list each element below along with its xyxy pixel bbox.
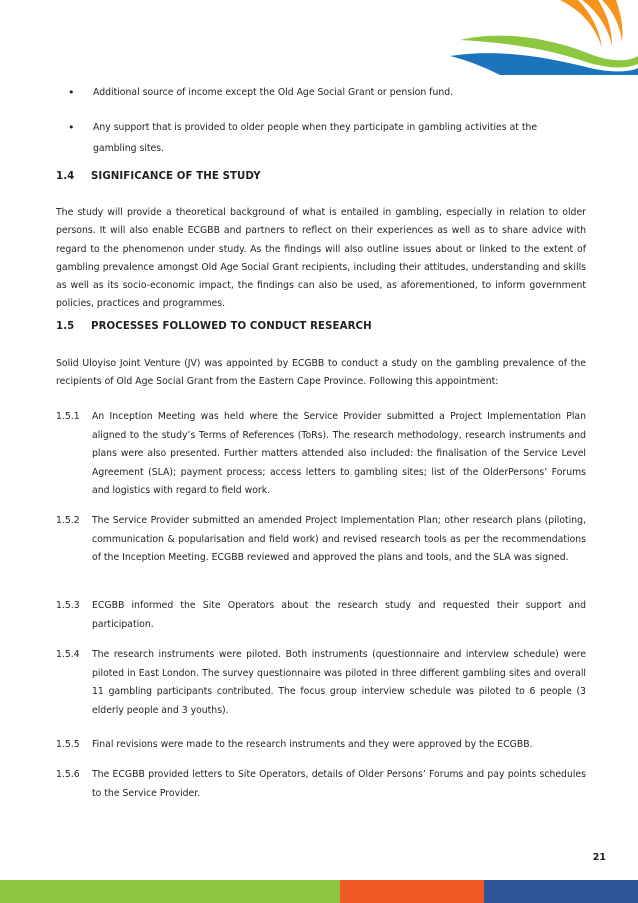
item-text: The ECGBB provided letters to Site Operators, details of Older Persons’ Forums and pay points schedules to the Service Provider. bbox=[92, 769, 586, 799]
item-number: 1.5.3 bbox=[56, 600, 80, 611]
footer-blue-segment bbox=[484, 880, 638, 903]
list-item-1-5-1 bbox=[56, 408, 586, 501]
footer-color-bar bbox=[0, 880, 638, 903]
item-text: The research instruments were piloted. Both instruments (questionnaire and interview schedule) were piloted in East London. The survey questionnaire was piloted in three different gambling sites and overall 11 gambling participants contributed. The focus group interview schedule was piloted to 6 people (3 elderly people and 3 youths). bbox=[92, 649, 586, 716]
logo-orange-stripe-2 bbox=[582, 0, 612, 46]
bullet-item bbox=[68, 117, 563, 159]
section-number: 1.4 bbox=[56, 171, 75, 182]
footer-green-segment bbox=[0, 880, 340, 903]
list-item-1-5-6 bbox=[56, 766, 586, 803]
list-item-1-5-3 bbox=[56, 597, 586, 634]
item-number: 1.5.4 bbox=[56, 649, 80, 660]
bullet-item bbox=[68, 82, 563, 103]
page-number: 21 bbox=[592, 852, 606, 863]
item-number: 1.5.2 bbox=[56, 515, 80, 526]
section-heading-1-5 bbox=[56, 321, 372, 332]
bullet-text: Any support that is provided to older people when they participate in gambling activities at the gambling sites. bbox=[93, 122, 538, 154]
section-paragraph-1-4: The study will provide a theoretical background of what is entailed in gambling, especially in relation to older persons. It will also enable ECGBB and partners to reflect on their experiences as well as to share advice with regard to the phenomenon under study. As the findings will also outline issues about or linked to the extent of gambling prevalence amongst Old Age Social Grant recipients, including their attitudes, understanding and skills as well as its socio-economic impact, the findings can also be used, as aforementioned, to inform government policies, practices and programmes. bbox=[56, 207, 586, 310]
bullet-symbol: • bbox=[68, 86, 75, 99]
item-text: An Inception Meeting was held where the Service Provider submitted a Project Implementation Plan aligned to the study’s Terms of References (ToRs). The research methodology, research instruments and plans were also presented. Further matters attended also included: the finalisation of the Service Level Agreement (SLA); payment process; access letters to gambling sites; list of the OlderPersons’ Forums and logistics with regard to field work. bbox=[92, 411, 586, 496]
bullet-text: Additional source of income except the Old Age Social Grant or pension fund. bbox=[93, 87, 454, 98]
section-title: SIGNIFICANCE OF THE STUDY bbox=[91, 171, 261, 182]
item-text: The Service Provider submitted an amended Project Implementation Plan; other research plans (piloting, communication & popularisation and field work) and revised research tools as per the recommendations of the Inception Meeting. ECGBB reviewed and approved the plans and tools, and the SLA was signed. bbox=[92, 515, 586, 563]
section-title: PROCESSES FOLLOWED TO CONDUCT RESEARCH bbox=[91, 321, 372, 332]
list-item-1-5-5 bbox=[56, 736, 586, 755]
item-number: 1.5.6 bbox=[56, 769, 80, 780]
list-item-1-5-2 bbox=[56, 512, 586, 568]
section-paragraph-1-5: Solid Uloyiso Joint Venture (JV) was appointed by ECGBB to conduct a study on the gambling prevalence of the recipients of Old Age Social Grant from the Eastern Cape Province. Following this appointment: bbox=[56, 358, 586, 388]
item-number: 1.5.5 bbox=[56, 739, 80, 750]
section-number: 1.5 bbox=[56, 321, 75, 332]
section-heading-1-4 bbox=[56, 171, 261, 182]
item-text: ECGBB informed the Site Operators about the research study and requested their support and participation. bbox=[92, 600, 586, 630]
bullet-symbol: • bbox=[68, 121, 75, 134]
footer-orange-segment bbox=[340, 880, 484, 903]
list-item-1-5-4 bbox=[56, 646, 586, 720]
brand-swoosh-logo bbox=[440, 0, 638, 75]
item-number: 1.5.1 bbox=[56, 411, 80, 422]
item-text: Final revisions were made to the research instruments and they were approved by the ECGBB. bbox=[92, 739, 533, 750]
